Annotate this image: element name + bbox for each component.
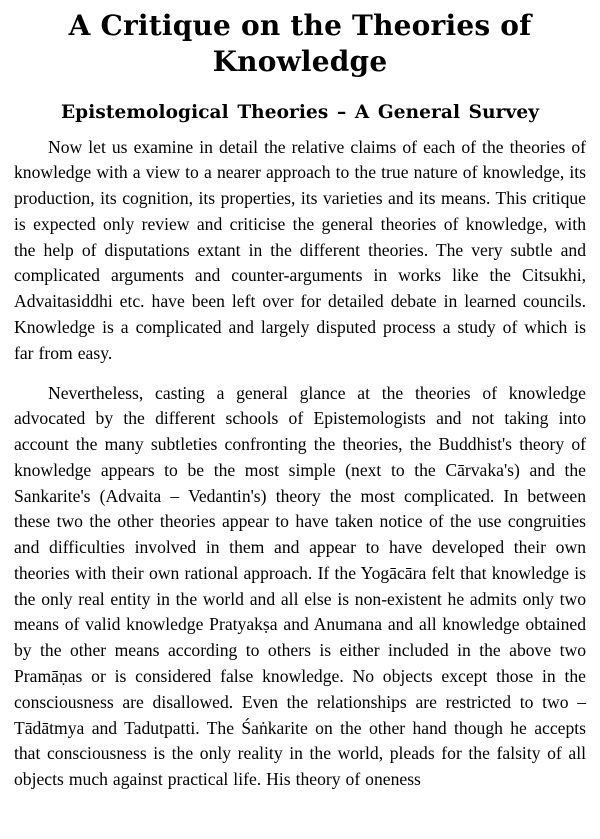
page-title: A Critique on the Theories of Knowledge bbox=[68, 9, 532, 78]
body-paragraph-1: Now let us examine in detail the relative claims of each of the theories of knowledge with a view to a nearer approach to the true nature of knowledge, its production, its cognition, its properties, its varieties and its means. This critique is expected only review and criticise the general theories of knowledge, with the help of disputations extant in the different theories. The very subtle and complicated arguments and counter-arguments in works like the Citsukhi, Advaitasiddhi etc. have been left over for detailed debate in learned councils. Knowledge is a complicated and largely disputed process a study of which is far from easy. bbox=[14, 136, 586, 363]
section-heading: Epistemological Theories – A General Survey bbox=[60, 101, 540, 123]
body-paragraph-2: Nevertheless, casting a general glance at the theories of knowledge advocated by the different schools of Epistemologists and not taking into account the many subtleties confronting the theories, the Buddhist's theory of knowledge appears to be the most simple (next to the Cārvaka's) and the Sankarite's (Advaita – Vedantin's) theory the most complicated. In between these two the other theories appear to have taken notice of the use congruities and difficulties involved in them and appear to have developed their own theories with their own rational approach. If the Yogācāra felt that knowledge is the only real entity in the world and all else is non-existent he admits only two means of valid knowledge Pratyakṣa and Anumana and all knowledge obtained by the other means according to others is either included in the above two Pramāṇas or is considered false knowledge. No objects except those in the consciousness are disallowed. Even the relationships are restricted to two – Tādātmya and Tadutpatti. The Śaṅkarite on the other hand though he accepts that consciousness is the only reality in the world, pleads for the falsity of all objects much against practical life. His theory of oneness bbox=[14, 382, 586, 790]
